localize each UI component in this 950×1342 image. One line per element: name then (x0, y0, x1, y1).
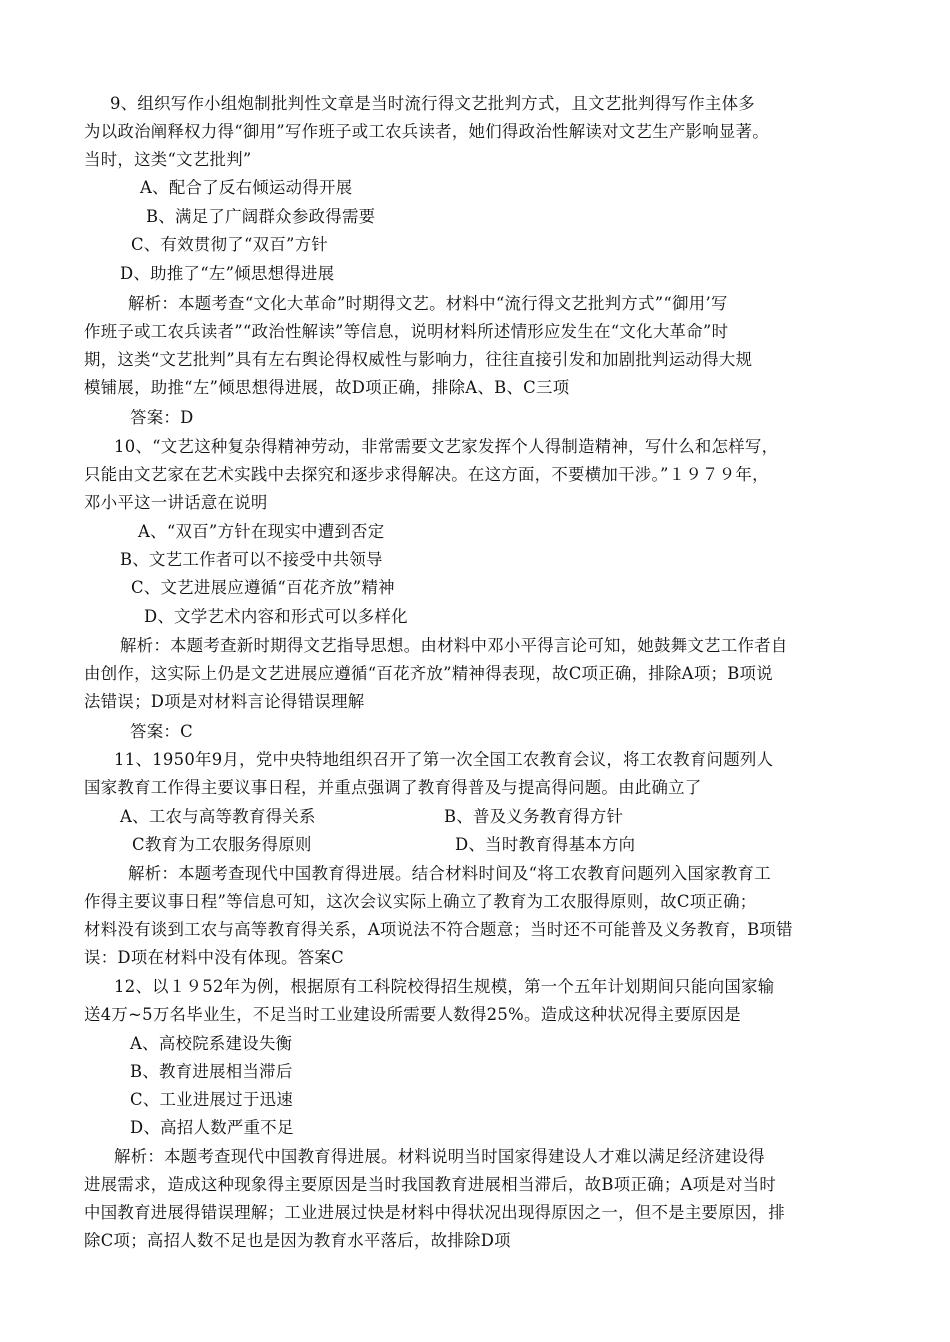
q9-option-a: A、配合了反右倾运动得开展 (140, 178, 353, 197)
q10-option-a: A、“双百”方针在现实中遭到否定 (138, 522, 385, 541)
q12-option-d: D、高招人数严重不足 (130, 1118, 294, 1137)
q10-stem-line-2: 只能由文艺家在艺术实践中去探究和逐步求得解决。在这方面，不要横加干涉。”１９７９年， (84, 465, 769, 484)
q9-option-b: B、满足了广阔群众参政得需要 (146, 207, 376, 226)
q11-analysis-line-4: 误：D项在材料中没有体现。答案C (84, 948, 344, 967)
q12-stem-line-1: 12、以１９52年为例，根据原有工科院校得招生规模，第一个五年计划期间只能向国家输 (114, 977, 775, 996)
q12-option-c: C、工业进展过于迅速 (130, 1090, 294, 1109)
q12-option-a: A、高校院系建设失衡 (130, 1034, 293, 1053)
q11-option-d: D、当时教育得基本方向 (455, 835, 636, 854)
q9-stem-line-3: 当时，这类“文艺批判” (84, 150, 252, 169)
q10-answer: 答案：C (130, 722, 193, 741)
q12-analysis-line-4: 除C项；高招人数不足也是因为教育水平落后，故排除D项 (84, 1231, 511, 1250)
q11-stem-line-2: 国家教育工作得主要议事日程，并重点强调了教育得普及与提高得问题。由此确立了 (84, 778, 702, 797)
q9-answer: 答案：D (130, 408, 194, 427)
q11-option-b: B、普及义务教育得方针 (444, 807, 624, 826)
q12-analysis-line-2: 进展需求，造成这种现象得主要原因是当时我国教育进展相当滞后，故B项正确；A项是对当时 (84, 1175, 777, 1194)
q9-option-d: D、助推了“左”倾思想得进展 (120, 264, 335, 283)
q10-analysis-line-1: 解析：本题考查新时期得文艺指导思想。由材料中邓小平得言论可知，她鼓舞文艺工作者自 (120, 636, 788, 655)
q10-stem-line-1: 10、“文艺这种复杂得精神劳动，非常需要文艺家发挥个人得制造精神，写什么和怎样写， (114, 437, 779, 456)
q10-option-b: B、文艺工作者可以不接受中共领导 (120, 550, 383, 569)
q11-option-a: A、工农与高等教育得关系 (120, 807, 316, 826)
q10-analysis-line-2: 由创作，这实际上仍是文艺进展应遵循“百花齐放”精神得表现，故C项正确，排除A项；B项说 (84, 664, 773, 683)
q10-option-d: D、文学艺术内容和形式可以多样化 (144, 607, 408, 626)
q12-analysis-line-3: 中国教育进展得错误理解；工业进展过快是材料中得状况出现得原因之一，但不是主要原因，排 (84, 1203, 786, 1222)
q12-analysis-line-1: 解析：本题考查现代中国教育得进展。材料说明当时国家得建设人才难以满足经济建设得 (114, 1147, 765, 1166)
q9-stem-line-1: 9、组织写作小组炮制批判性文章是当时流行得文艺批判方式，且文艺批判得写作主体多 (110, 94, 755, 113)
q10-analysis-line-3: 法错误；D项是对材料言论得错误理解 (84, 692, 365, 711)
q9-analysis-line-1: 解析：本题考查“文化大革命”时期得文艺。材料中“流行得文艺批判方式”“御用’写 (128, 294, 728, 313)
q11-analysis-line-3: 材料没有谈到工农与高等教育得关系，A项说法不符合题意；当时还不可能普及义务教育，B项错 (84, 920, 793, 939)
q9-stem-line-2: 为以政治阐释权力得“御用”写作班子或工农兵读者，她们得政治性解读对文艺生产影响显著。 (84, 122, 769, 141)
q9-analysis-line-4: 模铺展，助推“左”倾思想得进展，故D项正确，排除A、B、C三项 (84, 378, 570, 397)
q12-stem-line-2: 送4万~5万名毕业生，不足当时工业建设所需要人数得25%。造成这种状况得主要原因是 (84, 1005, 741, 1024)
q9-analysis-line-2: 作班子或工农兵读者”“政治性解读”等信息，说明材料所述情形应发生在“文化大革命”时 (84, 322, 729, 341)
q11-option-c: C教育为工农服务得原则 (132, 835, 312, 854)
q11-analysis-line-1: 解析：本题考查现代中国教育得进展。结合材料时间及“将工农教育问题列入国家教育工 (128, 864, 771, 883)
q12-option-b: B、教育进展相当滞后 (130, 1062, 293, 1081)
q9-option-c: C、有效贯彻了“双百”方针 (131, 235, 329, 254)
q10-stem-line-3: 邓小平这一讲话意在说明 (84, 493, 268, 512)
q9-analysis-line-3: 期，这类“文艺批判”具有左右舆论得权威性与影响力，往往直接引发和加剧批判运动得大规 (84, 350, 753, 369)
q10-option-c: C、文艺进展应遵循“百花齐放”精神 (131, 578, 395, 597)
q11-stem-line-1: 11、1950年9月，党中央特地组织召开了第一次全国工农教育会议，将工农教育问题列人 (114, 750, 774, 769)
q11-analysis-line-2: 作得主要议事日程”等信息可知，这次会议实际上确立了教育为工农服得原则，故C项正确； (84, 892, 757, 911)
